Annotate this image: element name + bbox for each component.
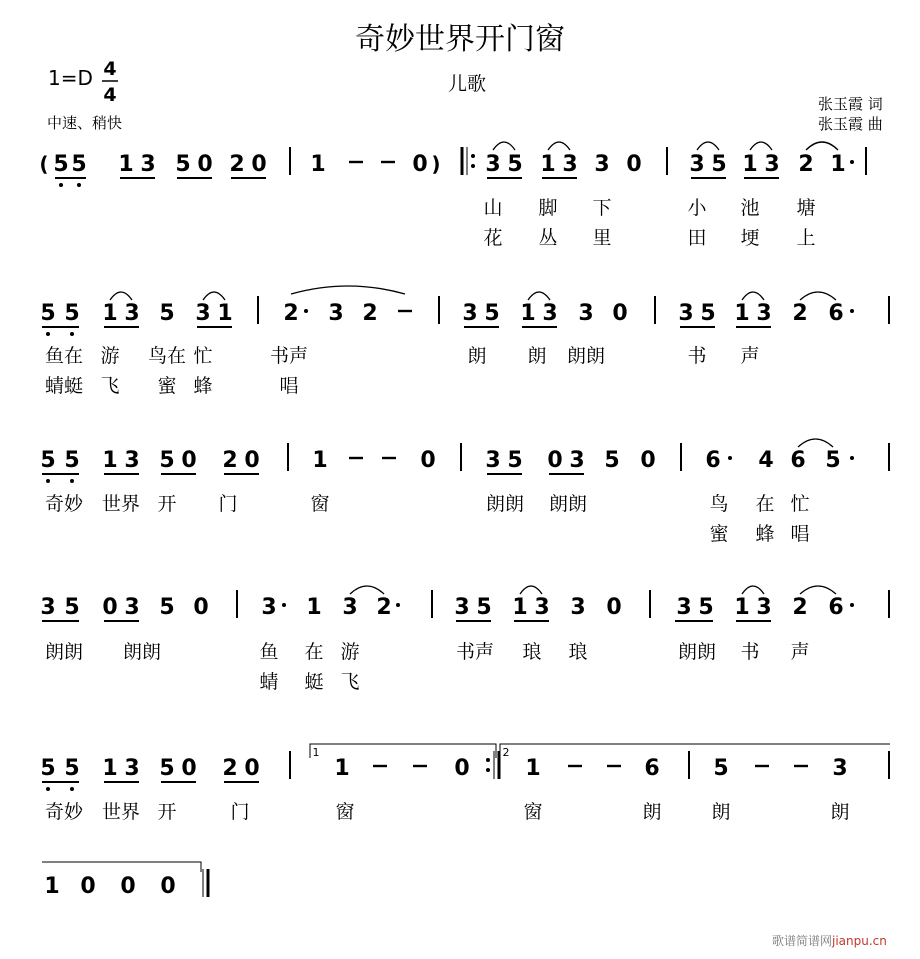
lyric-verse-1: 开 bbox=[157, 801, 177, 823]
note: 3 bbox=[261, 595, 277, 620]
note: 0 bbox=[197, 152, 213, 177]
note: 1 bbox=[102, 448, 118, 473]
lyric-verse-1: 鸟在 bbox=[147, 345, 187, 367]
lyric-verse-1: 书声 bbox=[455, 641, 495, 663]
augmentation-dot bbox=[850, 456, 854, 460]
note: 2 bbox=[283, 301, 299, 326]
lyric-verse-1: 声 bbox=[740, 345, 760, 367]
lyric-verse-1: 鸟 bbox=[709, 493, 729, 515]
lyric-verse-2: 田 bbox=[687, 227, 707, 249]
lyric-verse-2: 上 bbox=[796, 227, 816, 249]
note: 1 bbox=[734, 301, 750, 326]
lyric-verse-1: 声 bbox=[790, 641, 810, 663]
lyric-verse-1: 门 bbox=[218, 493, 238, 515]
parenthesis: ) bbox=[431, 152, 441, 176]
augmentation-dot bbox=[850, 603, 854, 607]
note: 0 bbox=[244, 756, 260, 781]
repeat-dot bbox=[471, 154, 475, 158]
slur bbox=[110, 292, 132, 300]
slur bbox=[750, 142, 772, 150]
lyric-verse-1: 朗 bbox=[527, 345, 547, 367]
note: 3 bbox=[124, 595, 140, 620]
augmentation-dot bbox=[728, 456, 732, 460]
note: 3 bbox=[534, 595, 550, 620]
note: 0 bbox=[420, 448, 436, 473]
note: 3 bbox=[485, 448, 501, 473]
slur bbox=[800, 292, 836, 300]
augmentation-dot bbox=[850, 160, 854, 164]
note: 3 bbox=[676, 595, 692, 620]
slur bbox=[742, 292, 764, 300]
note: 5 bbox=[825, 448, 841, 473]
note: 2 bbox=[376, 595, 392, 620]
note: 2 bbox=[798, 152, 814, 177]
note: 5 bbox=[604, 448, 620, 473]
octave-dot-below bbox=[70, 332, 74, 336]
time-top: 4 bbox=[103, 58, 117, 80]
note: 6 bbox=[705, 448, 721, 473]
watermark bbox=[772, 932, 887, 949]
lyric-verse-1: 朗朗 bbox=[122, 641, 162, 663]
note: 1 bbox=[306, 595, 322, 620]
note: 2 bbox=[362, 301, 378, 326]
lyric-verse-1: 脚 bbox=[538, 197, 558, 219]
lyric-verse-2: 花 bbox=[483, 227, 503, 249]
note: 5 bbox=[507, 448, 523, 473]
note: 0 bbox=[547, 448, 563, 473]
note: 3 bbox=[689, 152, 705, 177]
slur bbox=[548, 142, 570, 150]
lyric-verse-2: 蜂 bbox=[193, 375, 213, 397]
note: 5 bbox=[64, 756, 80, 781]
lyric-verse-2: 蜻 bbox=[259, 671, 279, 693]
note: 5 bbox=[159, 756, 175, 781]
lyric-verse-1: 书 bbox=[687, 345, 707, 367]
lyric-verse-1: 朗 bbox=[642, 801, 662, 823]
lyric-verse-1: 窗 bbox=[310, 493, 330, 515]
slur bbox=[350, 586, 384, 594]
note: 4 bbox=[758, 448, 774, 473]
note: 1 bbox=[118, 152, 134, 177]
lyric-verse-1: 山 bbox=[483, 197, 503, 219]
note: 1 bbox=[217, 301, 233, 326]
volta-2-label: 2 bbox=[502, 746, 510, 759]
note: 3 bbox=[124, 448, 140, 473]
lyric-verse-1: 世界 bbox=[101, 493, 141, 515]
octave-dot-below bbox=[59, 183, 63, 187]
octave-dot-below bbox=[46, 787, 50, 791]
note: 2 bbox=[222, 756, 238, 781]
coda-bracket bbox=[42, 862, 201, 872]
note: 0 bbox=[640, 448, 656, 473]
note: 3 bbox=[195, 301, 211, 326]
note: 3 bbox=[832, 756, 848, 781]
lyric-verse-2: 里 bbox=[592, 227, 612, 249]
note: 0 bbox=[612, 301, 628, 326]
note: 3 bbox=[328, 301, 344, 326]
note: 5 bbox=[40, 756, 56, 781]
lyric-verse-1: 塘 bbox=[796, 197, 816, 219]
augmentation-dot bbox=[304, 309, 308, 313]
note: 3 bbox=[764, 152, 780, 177]
augmentation-dot bbox=[282, 603, 286, 607]
slur bbox=[291, 286, 405, 294]
slur bbox=[697, 142, 719, 150]
note: 3 bbox=[124, 756, 140, 781]
tempo-marking: 中速、稍快 bbox=[47, 114, 123, 132]
note: 5 bbox=[40, 301, 56, 326]
note: 5 bbox=[711, 152, 727, 177]
slur bbox=[528, 292, 550, 300]
lyric-verse-2: 蜻蜓 bbox=[44, 375, 84, 397]
note: 2 bbox=[222, 448, 238, 473]
note: 5 bbox=[713, 756, 729, 781]
lyric-verse-1: 忙 bbox=[790, 493, 810, 515]
note: 5 bbox=[507, 152, 523, 177]
note: 0 bbox=[102, 595, 118, 620]
note: 5 bbox=[159, 301, 175, 326]
lyricist: 张玉霞 词 bbox=[818, 95, 883, 113]
note: 2 bbox=[792, 595, 808, 620]
watermark-label: 歌谱简谱网 bbox=[772, 934, 833, 948]
note: 3 bbox=[678, 301, 694, 326]
lyric-verse-1: 鱼在 bbox=[44, 345, 84, 367]
lyric-verse-1: 朗朗 bbox=[485, 493, 525, 515]
note: 0 bbox=[244, 448, 260, 473]
note: 1 bbox=[540, 152, 556, 177]
note: 3 bbox=[578, 301, 594, 326]
lyric-verse-1: 琅 bbox=[522, 641, 542, 663]
lyric-verse-2: 蜂 bbox=[755, 523, 775, 545]
note: 1 bbox=[44, 874, 60, 899]
lyric-verse-1: 奇妙 bbox=[44, 801, 84, 823]
note: 0 bbox=[160, 874, 176, 899]
lyric-verse-1: 朗朗 bbox=[44, 641, 84, 663]
lyric-verse-1: 游 bbox=[100, 345, 120, 367]
lyric-verse-1: 书声 bbox=[269, 345, 309, 367]
repeat-dot bbox=[486, 768, 490, 772]
repeat-dot bbox=[486, 758, 490, 762]
lyric-verse-1: 游 bbox=[340, 641, 360, 663]
slur bbox=[493, 142, 515, 150]
lyric-verse-1: 琅 bbox=[568, 641, 588, 663]
lyric-verse-1: 朗朗 bbox=[677, 641, 717, 663]
lyric-verse-2: 唱 bbox=[790, 523, 810, 545]
slur bbox=[203, 292, 225, 300]
score-title: 奇妙世界开门窗 bbox=[355, 22, 565, 57]
octave-dot-below bbox=[46, 479, 50, 483]
note: 0 bbox=[120, 874, 136, 899]
slur bbox=[798, 439, 833, 447]
lyric-verse-1: 世界 bbox=[101, 801, 141, 823]
note: 1 bbox=[102, 301, 118, 326]
lyric-verse-1: 小 bbox=[687, 197, 707, 219]
augmentation-dot bbox=[850, 309, 854, 313]
note: 3 bbox=[542, 301, 558, 326]
key-label: 1=D bbox=[48, 66, 93, 90]
lyric-verse-1: 下 bbox=[592, 197, 612, 219]
note: 5 bbox=[159, 448, 175, 473]
octave-dot-below bbox=[77, 183, 81, 187]
note: 5 bbox=[40, 448, 56, 473]
note: 6 bbox=[790, 448, 806, 473]
note: 5 bbox=[476, 595, 492, 620]
note: 5 bbox=[64, 301, 80, 326]
watermark-site: jianpu.cn bbox=[832, 934, 887, 948]
lyric-verse-1: 开 bbox=[157, 493, 177, 515]
note: 1 bbox=[512, 595, 528, 620]
note: 0 bbox=[412, 152, 428, 177]
octave-dot-below bbox=[70, 479, 74, 483]
lyric-verse-1: 朗 bbox=[830, 801, 850, 823]
lyric-verse-2: 丛 bbox=[538, 227, 558, 249]
note: 5 bbox=[159, 595, 175, 620]
note: 1 bbox=[734, 595, 750, 620]
note: 0 bbox=[251, 152, 267, 177]
lyric-verse-2: 蜜 bbox=[157, 375, 177, 397]
augmentation-dot bbox=[396, 603, 400, 607]
parenthesis: ( bbox=[39, 152, 49, 176]
note: 0 bbox=[193, 595, 209, 620]
lyric-verse-1: 在 bbox=[755, 493, 775, 515]
note: 1 bbox=[310, 152, 326, 177]
lyric-verse-1: 窗 bbox=[335, 801, 355, 823]
note: 0 bbox=[181, 448, 197, 473]
note: 3 bbox=[594, 152, 610, 177]
note: 5 bbox=[698, 595, 714, 620]
note: 0 bbox=[454, 756, 470, 781]
note: 1 bbox=[742, 152, 758, 177]
note: 3 bbox=[342, 595, 358, 620]
note: 1 bbox=[830, 152, 846, 177]
lyric-verse-2: 蜜 bbox=[709, 523, 729, 545]
subtitle: 儿歌 bbox=[448, 73, 487, 95]
note: 5 bbox=[64, 595, 80, 620]
note: 5 bbox=[484, 301, 500, 326]
volta-1-label: 1 bbox=[312, 746, 320, 759]
note: 0 bbox=[181, 756, 197, 781]
note: 1 bbox=[312, 448, 328, 473]
lyric-verse-1: 书 bbox=[740, 641, 760, 663]
lyric-verse-1: 池 bbox=[740, 197, 760, 219]
note: 1 bbox=[520, 301, 536, 326]
note: 5 bbox=[53, 152, 69, 177]
lyric-verse-1: 奇妙 bbox=[44, 493, 84, 515]
repeat-dot bbox=[471, 164, 475, 168]
note: 3 bbox=[140, 152, 156, 177]
lyric-verse-1: 鱼 bbox=[259, 641, 279, 663]
lyric-verse-2: 飞 bbox=[100, 375, 120, 397]
lyric-verse-1: 朗朗 bbox=[548, 493, 588, 515]
note: 3 bbox=[124, 301, 140, 326]
note: 5 bbox=[175, 152, 191, 177]
time-bottom: 4 bbox=[103, 84, 117, 104]
note: 0 bbox=[626, 152, 642, 177]
note: 0 bbox=[80, 874, 96, 899]
note: 3 bbox=[756, 595, 772, 620]
note: 2 bbox=[229, 152, 245, 177]
slur bbox=[800, 586, 836, 594]
note: 5 bbox=[64, 448, 80, 473]
note: 6 bbox=[644, 756, 660, 781]
composer: 张玉霞 曲 bbox=[818, 115, 883, 133]
note: 5 bbox=[700, 301, 716, 326]
lyric-verse-1: 朗朗 bbox=[566, 345, 606, 367]
note: 0 bbox=[606, 595, 622, 620]
lyric-verse-2: 飞 bbox=[340, 671, 360, 693]
lyric-verse-1: 朗 bbox=[711, 801, 731, 823]
slur bbox=[806, 142, 838, 150]
note: 1 bbox=[525, 756, 541, 781]
lyric-verse-2: 唱 bbox=[279, 375, 299, 397]
note: 3 bbox=[462, 301, 478, 326]
note: 3 bbox=[756, 301, 772, 326]
note: 6 bbox=[828, 595, 844, 620]
note: 1 bbox=[102, 756, 118, 781]
note: 3 bbox=[485, 152, 501, 177]
note: 3 bbox=[454, 595, 470, 620]
note: 3 bbox=[569, 448, 585, 473]
lyric-verse-1: 朗 bbox=[467, 345, 487, 367]
note: 2 bbox=[792, 301, 808, 326]
lyric-verse-2: 埂 bbox=[740, 227, 760, 249]
octave-dot-below bbox=[70, 787, 74, 791]
note: 3 bbox=[562, 152, 578, 177]
note: 1 bbox=[334, 756, 350, 781]
note: 6 bbox=[828, 301, 844, 326]
note: 5 bbox=[71, 152, 87, 177]
lyric-verse-2: 蜓 bbox=[304, 671, 324, 693]
lyric-verse-1: 窗 bbox=[523, 801, 543, 823]
lyric-verse-1: 忙 bbox=[193, 345, 213, 367]
lyric-verse-1: 门 bbox=[230, 801, 250, 823]
octave-dot-below bbox=[46, 332, 50, 336]
note: 3 bbox=[40, 595, 56, 620]
lyric-verse-1: 在 bbox=[304, 641, 324, 663]
slur bbox=[742, 586, 764, 594]
note: 3 bbox=[570, 595, 586, 620]
slur bbox=[520, 586, 542, 594]
